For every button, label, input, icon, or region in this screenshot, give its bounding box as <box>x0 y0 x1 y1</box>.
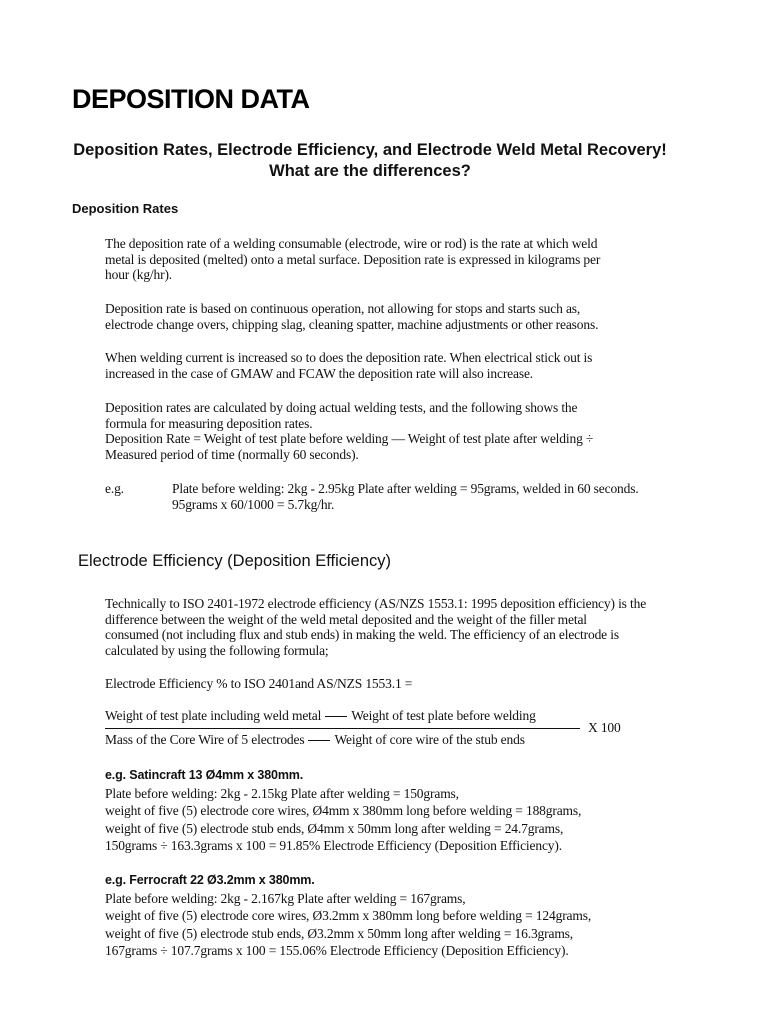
example-line: 167grams ÷ 107.7grams x 100 = 155.06% Electrode Efficiency (Deposition Efficiency). <box>105 943 569 959</box>
example-satincraft <box>105 767 705 855</box>
paragraph-efficiency-definition <box>105 596 685 658</box>
example-line: weight of five (5) electrode stub ends, Ø3.2mm x 50mm long after welding = 16.3grams, <box>105 925 574 941</box>
efficiency-formula <box>105 708 665 752</box>
paragraph-line: When welding current is increased so to does the deposition rate. When electrical stick out is <box>105 350 593 365</box>
numerator-left: Weight of test plate including weld metal <box>105 708 322 723</box>
paragraph-continuous-operation <box>105 301 685 332</box>
minus-dash <box>325 716 347 717</box>
formula-numerator <box>105 708 536 724</box>
minus-dash <box>308 740 330 741</box>
paragraph-line: Deposition rates are calculated by doing actual welding tests, and the following shows the <box>105 400 578 415</box>
section-label-deposition-rates: Deposition Rates <box>72 201 179 216</box>
paragraph-line: The deposition rate of a welding consumable (electrode, wire or rod) is the rate at which weld <box>105 236 598 251</box>
example-line: 150grams ÷ 163.3grams x 100 = 91.85% Electrode Efficiency (Deposition Efficiency). <box>105 838 562 854</box>
denominator-left: Mass of the Core Wire of 5 electrodes <box>105 732 305 747</box>
example-heading: e.g. Ferrocraft 22 Ø3.2mm x 380mm. <box>105 873 315 887</box>
example-ferrocraft <box>105 872 705 960</box>
example-key: e.g. <box>105 481 124 496</box>
formula-multiplier: X 100 <box>588 720 621 735</box>
example-lines <box>172 481 639 512</box>
example-line: weight of five (5) electrode core wires, Ø4mm x 380mm long before welding = 188grams, <box>105 803 582 819</box>
paragraph-line: Measured period of time (normally 60 seconds). <box>105 446 359 462</box>
paragraph-line: consumed (not including flux and stub ends) in making the weld. The efficiency of an electrode is <box>105 627 619 642</box>
formula-intro-text: Electrode Efficiency % to ISO 2401and AS/NZS 1553.1 = <box>105 676 413 691</box>
paragraph-line: Technically to ISO 2401-1972 electrode efficiency (AS/NZS 1553.1: 1995 deposition efficiency) is the <box>105 596 647 611</box>
page-subtitle <box>60 140 680 182</box>
paragraph-line: difference between the weight of the weld metal deposited and the weight of the filler metal <box>105 611 587 627</box>
numerator-right: Weight of test plate before welding <box>351 708 536 723</box>
formula-intro <box>105 676 685 692</box>
page-title: DEPOSITION DATA <box>72 84 310 114</box>
paragraph-line: Deposition rate is based on continuous operation, not allowing for stops and starts such as, <box>105 301 581 316</box>
denominator-right: Weight of core wire of the stub ends <box>334 732 525 747</box>
paragraph-line: hour (kg/hr). <box>105 267 173 282</box>
formula-denominator <box>105 732 525 748</box>
example-line: 95grams x 60/1000 = 5.7kg/hr. <box>172 496 335 512</box>
example-heading: e.g. Satincraft 13 Ø4mm x 380mm. <box>105 768 304 782</box>
paragraph-line: calculated by using the following formula; <box>105 642 329 658</box>
paragraph-line: formula for measuring deposition rates. <box>105 415 313 431</box>
example-line: weight of five (5) electrode core wires, Ø3.2mm x 380mm long before welding = 124grams, <box>105 908 592 924</box>
paragraph-welding-current <box>105 350 685 381</box>
paragraph-line: electrode change overs, chipping slag, cleaning spatter, machine adjustments or other reasons. <box>105 316 599 332</box>
paragraph-deposition-formula <box>105 400 685 462</box>
example-line: Plate before welding: 2kg - 2.95kg Plate after welding = 95grams, welded in 60 seconds. <box>172 481 639 496</box>
section-heading-electrode-efficiency: Electrode Efficiency (Deposition Efficiency) <box>78 552 392 570</box>
subtitle-line-1: Deposition Rates, Electrode Efficiency, and Electrode Weld Metal Recovery! <box>73 141 667 159</box>
example-line: Plate before welding: 2kg - 2.15kg Plate after welding = 150grams, <box>105 785 459 801</box>
paragraph-line: increased in the case of GMAW and FCAW the deposition rate will also increase. <box>105 365 534 381</box>
fraction-rule <box>105 728 580 729</box>
paragraph-line: Deposition Rate = Weight of test plate before welding — Weight of test plate after welding ÷ <box>105 431 594 446</box>
subtitle-line-2: What are the differences? <box>269 162 471 180</box>
paragraph-line: metal is deposited (melted) onto a metal surface. Deposition rate is expressed in kilograms per <box>105 251 601 267</box>
example-line: weight of five (5) electrode stub ends, Ø4mm x 50mm long after welding = 24.7grams, <box>105 820 564 836</box>
paragraph-deposition-definition <box>105 236 685 283</box>
example-line: Plate before welding: 2kg - 2.167kg Plate after welding = 167grams, <box>105 890 466 906</box>
